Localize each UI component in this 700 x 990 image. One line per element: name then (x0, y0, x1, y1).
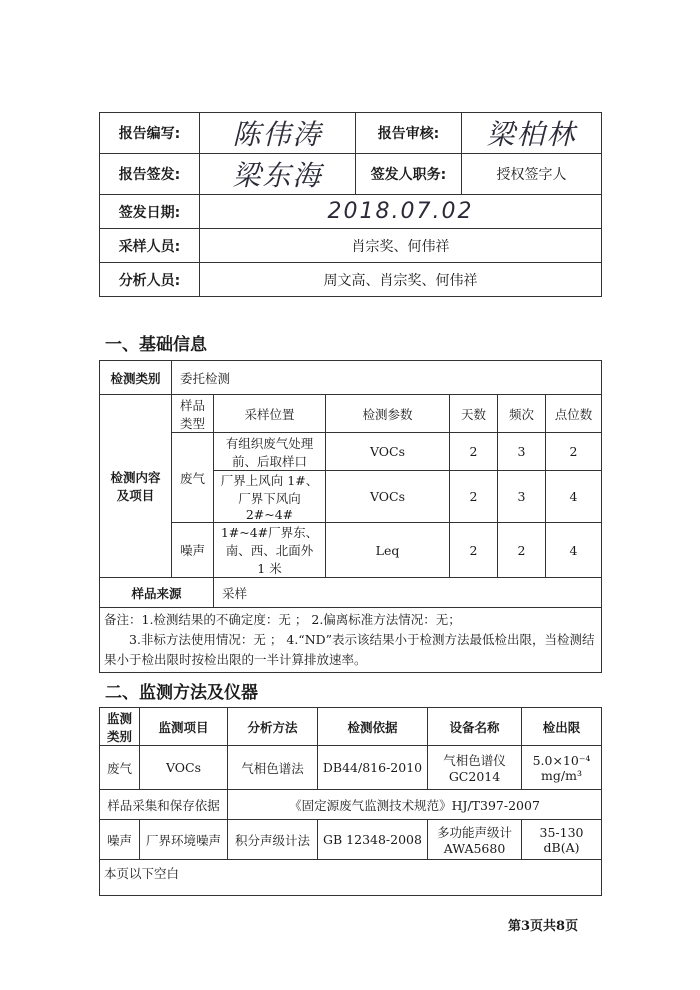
basis-cell: DB44/816-2010 (318, 746, 428, 790)
analysis-staff-value: 周文高、肖宗奖、何伟祥 (200, 263, 602, 297)
test-category-value: 委托检测 (172, 361, 602, 395)
method-cell: 积分声级计法 (228, 820, 318, 860)
points-cell: 4 (546, 523, 602, 578)
remark-line: 备注：1.检测结果的不确定度：无 ； 2.偏离标准方法情况：无； (104, 612, 461, 627)
report-reviewer-signature: 梁柏林 (462, 113, 602, 154)
blank-note: 本页以下空白 (100, 860, 602, 896)
test-category-label: 检测类别 (100, 361, 172, 395)
report-reviewer-label: 报告审核: (356, 113, 462, 154)
sample-type-cell: 废气 (172, 433, 214, 523)
location-cell: 有组织废气处理前、后取样口 (214, 433, 326, 471)
report-writer-label: 报告编写: (100, 113, 200, 154)
points-cell: 2 (546, 433, 602, 471)
location-cell: 厂界上风向 1#、厂界下风向 2#~4# (214, 471, 326, 523)
section1-title: 一、基础信息 (105, 335, 207, 355)
report-header-table (99, 112, 602, 297)
issue-date-label: 签发日期: (100, 195, 200, 229)
basic-info-table (99, 360, 602, 673)
page-number: 第3页共8页 (508, 919, 579, 934)
col-item: 监测项目 (140, 708, 228, 746)
sampling-staff-label: 采样人员: (100, 229, 200, 263)
col-days: 天数 (450, 395, 498, 433)
report-writer-signature: 陈伟涛 (200, 113, 356, 154)
sample-basis-label: 样品采集和保存依据 (100, 790, 228, 820)
issuer-title-value: 授权签字人 (462, 154, 602, 195)
col-device: 设备名称 (428, 708, 522, 746)
basis-cell: GB 12348-2008 (318, 820, 428, 860)
sampling-staff-value: 肖宗奖、何伟祥 (200, 229, 602, 263)
freq-cell: 3 (498, 471, 546, 523)
sample-type-cell: 噪声 (172, 523, 214, 578)
table-row (100, 746, 602, 790)
table-row (100, 523, 602, 578)
col-limit: 检出限 (522, 708, 602, 746)
freq-cell: 2 (498, 523, 546, 578)
remark-line: 3.非标方法使用情况：无 ； 4.“ND”表示该结果小于检测方法最低检出限，当检测结果小于检出限时按检出限的一半计算排放速率。 (104, 632, 595, 667)
method-cell: 气相色谱法 (228, 746, 318, 790)
table-row (100, 820, 602, 860)
report-issuer-signature: 梁东海 (200, 154, 356, 195)
category-cell: 噪声 (100, 820, 140, 860)
table-row (100, 433, 602, 471)
freq-cell: 3 (498, 433, 546, 471)
issuer-title-label: 签发人职务: (356, 154, 462, 195)
sample-source-label: 样品来源 (100, 578, 214, 608)
days-cell: 2 (450, 471, 498, 523)
param-cell: VOCs (326, 433, 450, 471)
limit-cell: 35-130 dB(A) (522, 820, 602, 860)
location-cell: 1#~4#厂界东、南、西、北面外 1 米 (214, 523, 326, 578)
col-freq: 频次 (498, 395, 546, 433)
col-location: 采样位置 (214, 395, 326, 433)
category-cell: 废气 (100, 746, 140, 790)
col-method: 分析方法 (228, 708, 318, 746)
param-cell: Leq (326, 523, 450, 578)
days-cell: 2 (450, 433, 498, 471)
sample-basis-value: 《固定源废气监测技术规范》HJ/T397-2007 (228, 790, 602, 820)
item-cell: VOCs (140, 746, 228, 790)
report-issuer-label: 报告签发: (100, 154, 200, 195)
sample-source-value: 采样 (214, 578, 602, 608)
points-cell: 4 (546, 471, 602, 523)
issue-date-value: 2018.07.02 (200, 195, 602, 229)
section2-title: 二、监测方法及仪器 (105, 683, 258, 703)
col-category: 监测类别 (100, 708, 140, 746)
col-param: 检测参数 (326, 395, 450, 433)
analysis-staff-label: 分析人员: (100, 263, 200, 297)
param-cell: VOCs (326, 471, 450, 523)
content-label: 检测内容及项目 (100, 395, 172, 578)
col-basis: 检测依据 (318, 708, 428, 746)
days-cell: 2 (450, 523, 498, 578)
device-cell: 多功能声级计 AWA5680 (428, 820, 522, 860)
col-sample-type: 样品类型 (172, 395, 214, 433)
remarks (100, 608, 602, 673)
method-instrument-table (99, 707, 602, 896)
device-cell: 气相色谱仪 GC2014 (428, 746, 522, 790)
col-points: 点位数 (546, 395, 602, 433)
limit-cell: 5.0×10⁻⁴ mg/m³ (522, 746, 602, 790)
item-cell: 厂界环境噪声 (140, 820, 228, 860)
